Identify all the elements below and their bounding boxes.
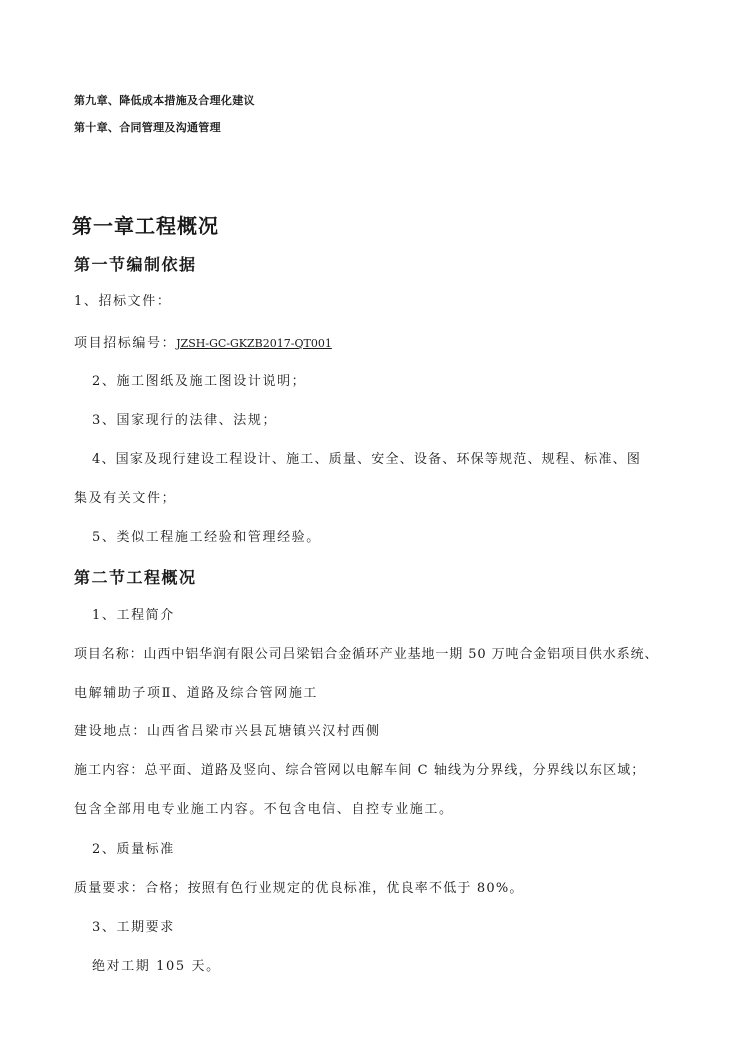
basis-item-3: 3、国家现行的法律、法规； <box>92 413 278 428</box>
project-number-value: JZSH-GC-GKZB2017-QT001 <box>176 337 332 350</box>
project-number-label: 项目招标编号： <box>74 336 177 351</box>
duration: 绝对工期 105 天。 <box>92 959 221 974</box>
section-title-basis: 第一节编制依据 <box>74 255 197 274</box>
project-name-line-2: 电解辅助子项Ⅱ、道路及综合管网施工 <box>74 686 319 701</box>
basis-item-5: 5、类似工程施工经验和管理经验。 <box>92 530 321 545</box>
overview-sub-1: 1、工程简介 <box>92 608 175 623</box>
basis-item-1: 1、招标文件： <box>74 294 172 309</box>
overview-sub-2: 2、质量标准 <box>92 842 175 857</box>
toc-chapter-9: 第九章、降低成本措施及合理化建议 <box>74 94 255 107</box>
basis-item-4-line-2: 集及有关文件； <box>74 491 177 506</box>
chapter-title: 第一章工程概况 <box>72 214 219 238</box>
construction-content-line-2: 包含全部用电专业施工内容。不包含电信、自控专业施工。 <box>74 802 454 817</box>
project-number-row <box>74 332 332 351</box>
basis-item-4-line-1: 4、国家及现行建设工程设计、施工、质量、安全、设备、环保等规范、规程、标准、图 <box>92 452 642 467</box>
construction-location: 建设地点：山西省吕梁市兴县瓦塘镇兴汉村西侧 <box>74 724 381 739</box>
project-name-line-1: 项目名称：山西中铝华润有限公司吕梁铝合金循环产业基地一期 50 万吨合金铝项目供水系统、 <box>74 647 659 662</box>
section-title-overview: 第二节工程概况 <box>74 568 197 587</box>
toc-chapter-10: 第十章、合同管理及沟通管理 <box>74 121 221 134</box>
basis-item-2: 2、施工图纸及施工图设计说明； <box>92 374 307 389</box>
construction-content-line-1: 施工内容：总平面、道路及竖向、综合管网以电解车间 C 轴线为分界线，分界线以东区域； <box>74 763 646 778</box>
overview-sub-3: 3、工期要求 <box>92 920 175 935</box>
quality-requirement: 质量要求：合格；按照有色行业规定的优良标准，优良率不低于 80%。 <box>74 881 524 896</box>
